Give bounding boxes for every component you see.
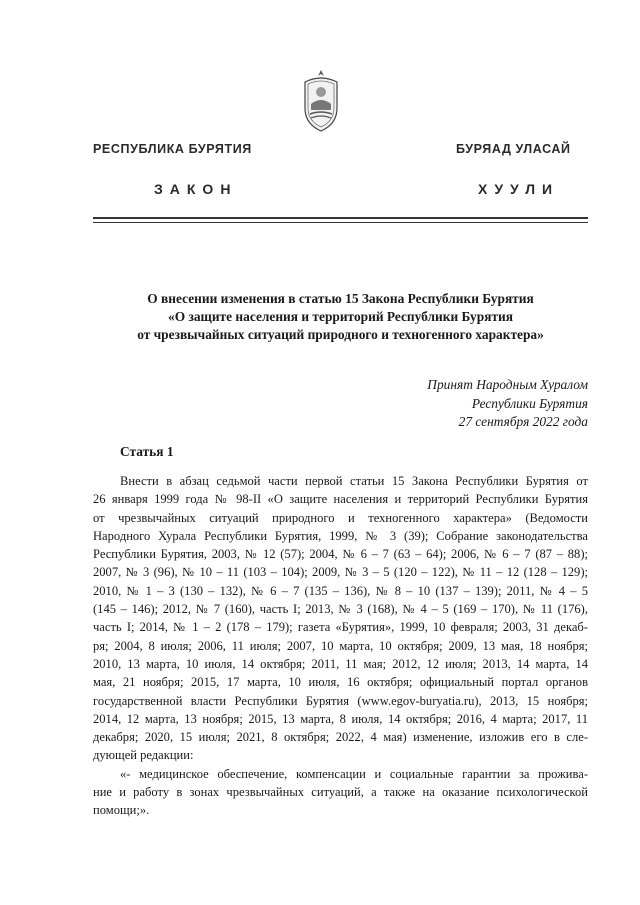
body-line: Внести в абзац седьмой части первой статьи 15 Закона Республики Бурятия от xyxy=(120,474,588,488)
body-line: ря; 2004, 8 июля; 2006, 11 июля; 2007, 10 марта, 10 октября; 2009, 13 мая, 18 ноября; xyxy=(93,638,588,653)
law-title-line: «О защите населения и территорий Республики Бурятия xyxy=(168,309,513,324)
republic-name-russian: РЕСПУБЛИКА БУРЯТИЯ xyxy=(93,142,252,156)
adoption-note-line: 27 сентября 2022 года xyxy=(458,414,588,429)
body-line: декабря; 2020, 15 июля; 2021, 8 октября; 2022, 4 мая) изменение, изложив его в сле- xyxy=(93,730,588,745)
law-title-line: О внесении изменения в статью 15 Закона Республики Бурятия xyxy=(147,291,534,306)
body-line: 26 января 1999 года № 98-II «О защите населения и территорий Республики Бурятия xyxy=(93,492,588,507)
body-line: 2014, 12 марта, 13 ноября; 2015, 13 марта, 8 июля, 14 октября; 2016, 4 марта; 2017, 11 xyxy=(93,711,588,726)
law-label-buryat: ХУУЛИ xyxy=(478,181,560,197)
body-line: мая, 21 ноября; 2015, 17 марта, 10 июля, 16 октября; официальный портал органов xyxy=(93,675,588,690)
body-line: помощи;». xyxy=(93,803,150,818)
body-line: (145 – 146); 2012, № 7 (160), часть I; 2013, № 3 (168), № 4 – 5 (169 – 170), № 11 (176), xyxy=(93,602,588,617)
body-line: Республики Бурятия, 2003, № 12 (57); 2004, № 6 – 7 (63 – 64); 2006, № 6 – 7 (87 – 88); xyxy=(93,547,588,562)
adoption-note-line: Республики Бурятия xyxy=(471,395,588,411)
coat-of-arms-emblem xyxy=(302,68,340,134)
law-title xyxy=(93,290,588,344)
body-line: 2007, № 3 (96), № 10 – 11 (103 – 104); 2009, № 3 – 5 (120 – 122), № 11 – 12 (128 – 129); xyxy=(93,565,588,580)
body-line: государственной власти Республики Бурятия (www.egov-buryatia.ru), 2013, 15 ноября; xyxy=(93,693,588,708)
body-line: ние и работу в зонах чрезвычайных ситуаций, а также на оказание психологической xyxy=(93,785,588,800)
body-line: от чрезвычайных ситуаций природного и техногенного характера» (Ведомости xyxy=(93,510,588,525)
law-title-line: от чрезвычайных ситуаций природного и техногенного характера» xyxy=(137,327,544,342)
body-line: дующей редакции: xyxy=(93,748,194,763)
header-divider-thin xyxy=(93,222,588,223)
adoption-note-line: Принят Народным Хуралом xyxy=(427,377,588,392)
body-line: 2010, 13 марта, 10 июля, 14 октября; 2011, 11 мая; 2012, 12 июля; 2013, 14 марта, 14 xyxy=(93,656,588,671)
body-line: «- медицинское обеспечение, компенсации и социальные гарантии за прожива- xyxy=(120,766,588,781)
article-heading: Статья 1 xyxy=(120,444,174,459)
header-divider-thick xyxy=(93,217,588,219)
adoption-note xyxy=(330,376,588,432)
republic-name-buryat: БУРЯАД УЛАСАЙ xyxy=(456,142,571,156)
article-body xyxy=(93,472,588,820)
law-label-russian: ЗАКОН xyxy=(154,181,238,197)
body-line: 2010, № 1 – 3 (130 – 132), № 6 – 7 (135 – 136), № 8 – 10 (137 – 139); 2011, № 4 – 5 xyxy=(93,583,588,598)
body-line: часть I; 2014, № 1 – 2 (178 – 179); газета «Бурятия», 1999, 10 февраля; 2003, 31 декаб- xyxy=(93,620,588,635)
body-line: Народного Хурала Республики Бурятия, 1999, № 3 (39); Собрание законодательства xyxy=(93,528,588,543)
